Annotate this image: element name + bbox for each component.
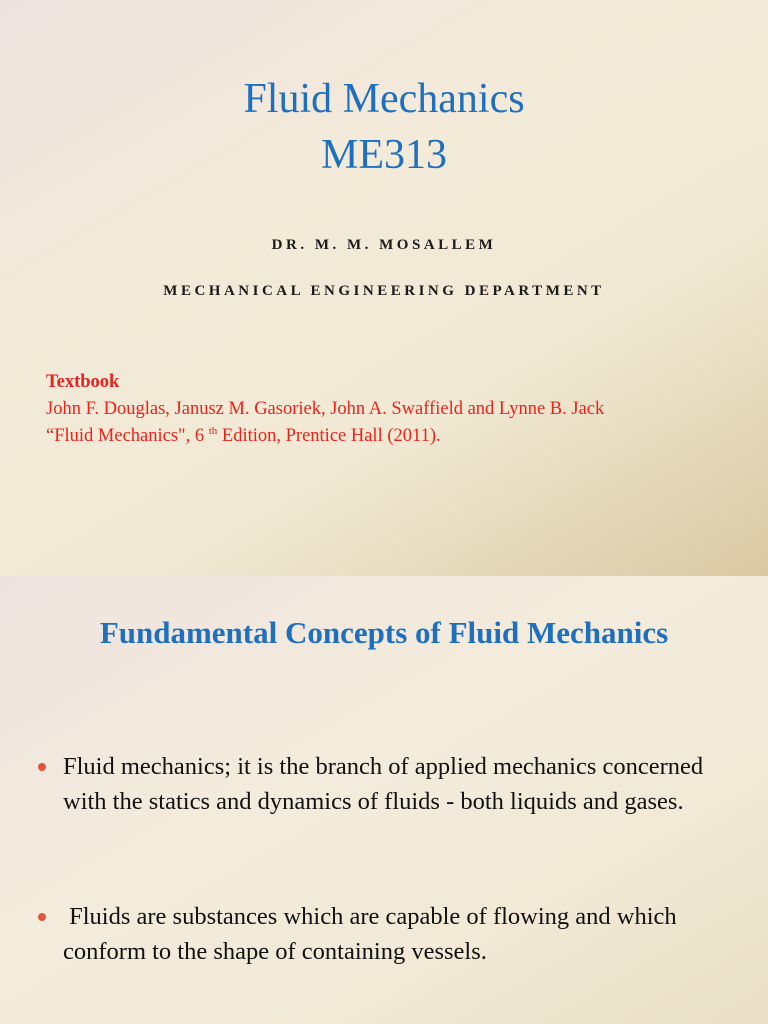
textbook-authors: John F. Douglas, Janusz M. Gasoriek, John A. Swaffield and Lynne B. Jack xyxy=(46,399,605,419)
bullet-dot-icon xyxy=(38,913,46,921)
department-name: MECHANICAL ENGINEERING DEPARTMENT xyxy=(163,283,605,299)
title-line-1: Fluid Mechanics xyxy=(243,76,525,122)
title-line-2: ME313 xyxy=(321,132,447,178)
author-name: DR. M. M. MOSALLEM xyxy=(271,237,497,253)
bullet-text: Fluid mechanics; it is the branch of applied mechanics concerned with the statics and dynamics of fluids - both liquids and gases. xyxy=(63,753,704,815)
bullet-item xyxy=(38,899,738,969)
bullet-item xyxy=(38,749,738,819)
bullet-text: Fluids are substances which are capable of flowing and which conform to the shape of containing vessels. xyxy=(63,903,683,965)
textbook-title xyxy=(46,424,441,446)
textbook-title-main: “Fluid Mechanics", 6 xyxy=(46,426,209,446)
textbook-label: Textbook xyxy=(46,372,120,392)
slide-heading: Fundamental Concepts of Fluid Mechanics xyxy=(99,615,669,650)
edition-superscript: th xyxy=(208,424,218,437)
slide-fundamental-concepts xyxy=(0,576,768,1024)
textbook-title-publisher: Edition, Prentice Hall (2011). xyxy=(217,426,441,446)
bullet-dot-icon xyxy=(38,763,46,771)
